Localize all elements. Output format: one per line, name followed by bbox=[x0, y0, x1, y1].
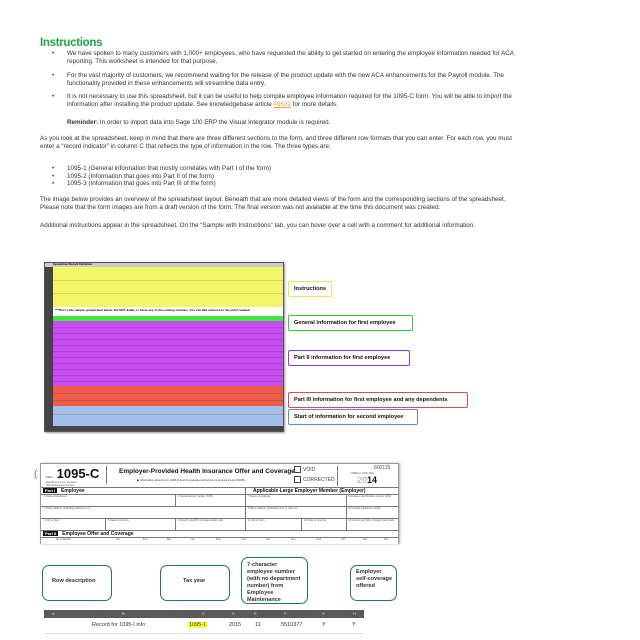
cell-record-indicator[interactable]: 1095-1 bbox=[189, 622, 207, 628]
part3-band bbox=[53, 386, 283, 406]
reminder: Reminder: In order to import data into Sage 100 ERP the Visual Integrator module is required. bbox=[67, 119, 331, 126]
label-part3: Part III information for first employee and any dependents bbox=[288, 392, 468, 408]
type-list bbox=[52, 165, 467, 188]
page-title: Instructions bbox=[40, 37, 103, 49]
form-title: Employer-Provided Health Insurance Offer and Coverage bbox=[119, 468, 295, 475]
paragraph-additional: Additional instructions appear in the spreadsheet. On the “Sample with Instructions” tab, you can hover over a cell with a comment for additional information. bbox=[40, 222, 476, 229]
part2-band bbox=[53, 321, 283, 386]
form-1095c-image: Form 1095-C Department of the Treasury Internal Revenue Service Employer-Provided Health Insurance Offer and Coverage ▶ Information about Form 1095-C and its separate instructions is at www.irs.gov/f1095c VOID CORRECTED 600115 OMB No. 1545-2251 2014 Part I Employee Applicable Large Employer Member (Employer) 1 Name of employee 2 Social security number (SSN) 7 Name of employer 8 Employer identification number (EIN) 3 Street address (including apartment no.) 9 Street address (including room or suite no.) 10 Contact telephone number 4 City or town 5 State or province 6 Country and ZIP or foreign postal code 11 City or town 12 State or province 13 Country and ZIP or foreign postal code Part II Employee Offer and Coverage All 12 Months Jan Feb Mar Apr May June July Aug Sept Oct Nov Dec bbox=[40, 463, 399, 544]
part1-header: Part I Employee bbox=[45, 488, 85, 494]
label-part2: Part II information for first employee bbox=[288, 350, 410, 366]
kb-article-link[interactable]: 49622 bbox=[273, 100, 292, 108]
callout-row-description: Row description bbox=[42, 565, 112, 601]
form-year: 2014 bbox=[357, 475, 378, 485]
ale-header: Applicable Large Employer Member (Employer) bbox=[253, 488, 366, 494]
bullet-3: • It is not necessary to use this spreadsheet, but it can be useful to help compile employee information required for the 1095-C form. You will be able to import the information after installing the product update. See knowledgebase article 49622 for more details. bbox=[52, 93, 512, 108]
column-header-row: A B C D E F G H bbox=[44, 610, 364, 618]
callout-tax-year: Tax year bbox=[160, 565, 230, 601]
note-band: ***This is the sample spreadsheet below. DO NOT delete or move any of the existing columns. You can add columns to the end if needed. bbox=[53, 307, 283, 316]
cell-self-coverage[interactable]: Y bbox=[352, 622, 356, 628]
type-1095-3: • 1095-3 (Information that goes into Part III of the form) bbox=[52, 180, 216, 188]
bullet-icon: • bbox=[52, 50, 55, 57]
paragraph-overview: The image below provides an overview of the spreadsheet layout. Beneath that are more detailed views of the form and the corresponding sections of the spreadsheet. Please note that the form images are from a draft version of the form. The final version was not available at the time this document was created. bbox=[40, 196, 506, 211]
form-number: Form 1095-C bbox=[46, 466, 100, 481]
bullet-2: • For the vast majority of customers, we recommend waiting for the release of the product update with the new ACA enhancements for the Payroll module. The functionality provided in these enhancements will streamline data entry. bbox=[52, 72, 505, 87]
bullet-icon: • bbox=[52, 72, 55, 79]
void-checkbox[interactable]: VOID bbox=[294, 466, 315, 473]
bracket-icon: ( bbox=[34, 469, 38, 480]
callout-self-coverage: Employer self-coverage offered bbox=[350, 565, 397, 601]
callout-employee-number: 7-character employee number (with no department number) from Employee Maintenance bbox=[241, 557, 308, 604]
cell-e[interactable]: 11 bbox=[255, 622, 261, 628]
corrected-checkbox[interactable]: CORRECTED bbox=[294, 476, 335, 483]
type-1095-2: • 1095-2 (Information that goes into Part II of the form) bbox=[52, 172, 215, 180]
cell-g[interactable]: Y bbox=[322, 622, 326, 628]
cell-employee-number[interactable]: 5510377 bbox=[281, 622, 303, 628]
label-second: Start of information for second employee bbox=[288, 409, 418, 425]
table-row bbox=[44, 619, 364, 634]
second-employee-band bbox=[53, 406, 283, 426]
spreadsheet-overview-image: Spreadsheet Record Definitions ***This is the sample spreadsheet below. DO NOT delete or move any of the existing columns. You can add columns to the end if needed. bbox=[44, 262, 284, 432]
part2-header: Part II Employee Offer and Coverage bbox=[45, 531, 134, 537]
instructions-band bbox=[53, 267, 283, 307]
bullet-1: • We have spoken to many customers with 1,000+ employees, who have requested the ability to get started on entering the employee information needed for ACA reporting. This worksheet is intended for that purpose. bbox=[52, 50, 514, 65]
paragraph-sections: As you look at the spreadsheet, keep in mind that there are three different sections to the form, and three different row formats that you can enter. For each row, you must enter a “record indicator” in column C that reflects the type of information in the row. The three types are: bbox=[40, 135, 512, 150]
bullet-icon: • bbox=[52, 93, 55, 100]
type-1095-1: • 1095-1 (General information that mostly correlates with Part I of the form) bbox=[52, 165, 272, 172]
cell-year[interactable]: 2015 bbox=[229, 622, 242, 628]
cell-description[interactable]: Record for 1095-I info bbox=[92, 622, 146, 628]
label-instructions: Instructions bbox=[288, 281, 332, 297]
label-general: General information for first employee bbox=[288, 315, 413, 331]
